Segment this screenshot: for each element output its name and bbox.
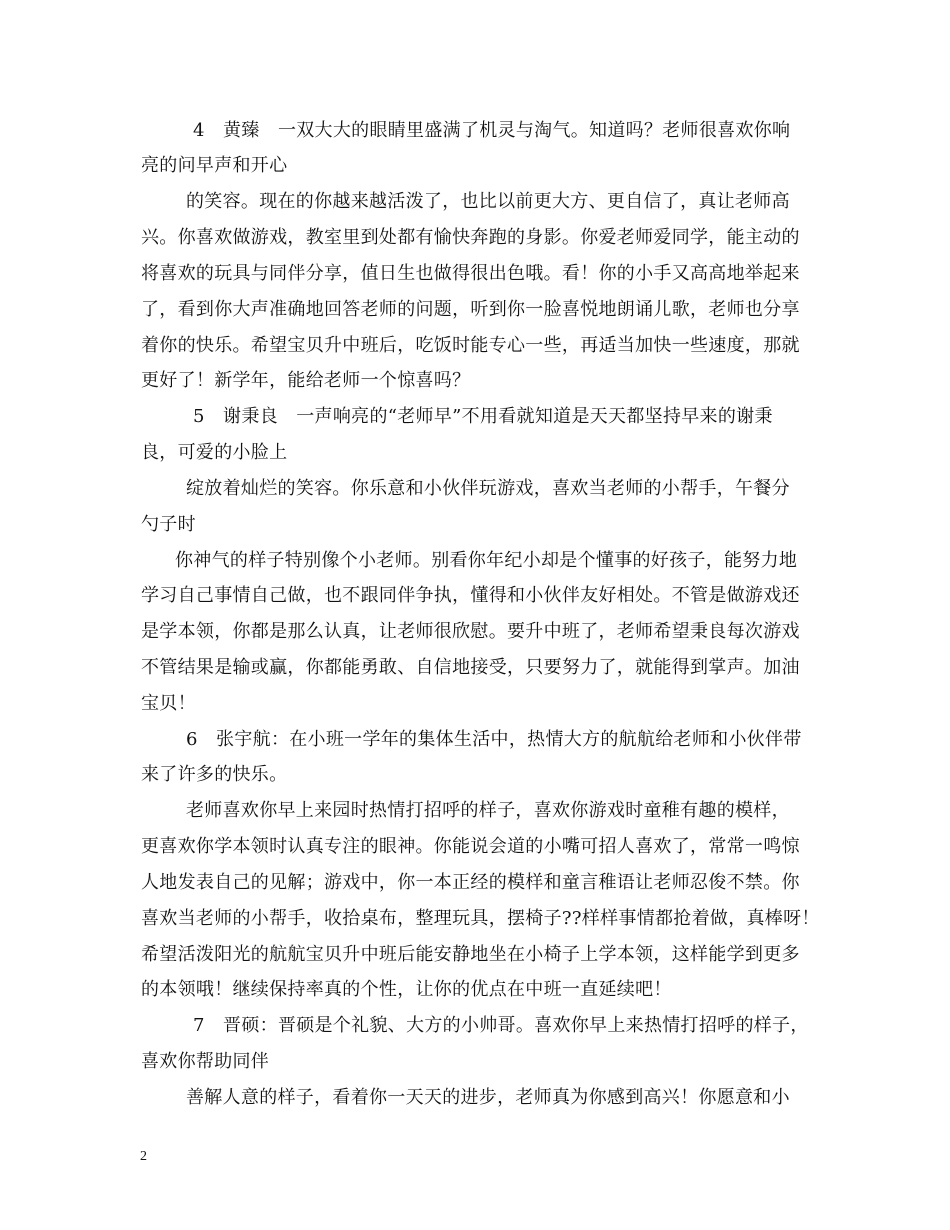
page-number: 2 (140, 1149, 147, 1164)
text-line: 5 谢秉良 一声响亮的“老师早”不用看就知道是天天都坚持早来的谢秉 (193, 406, 773, 427)
text-line: 你神气的样子特别像个小老师。别看你年纪小却是个懂事的好孩子，能努力地 (175, 550, 798, 571)
text-line: 学习自己事情自己做，也不跟同伴争执，懂得和小伙伴友好相处。不管是做游戏还 (141, 585, 800, 606)
text-line: 喜欢你帮助同伴 (141, 1051, 270, 1072)
text-line: 希望活泼阳光的航航宝贝升中班后能安静地坐在小椅子上学本领，这样能学到更多 (141, 944, 800, 965)
text-line: 着你的快乐。希望宝贝升中班后，吃饭时能专心一些，再适当加快一些速度，那就 (141, 335, 800, 356)
text-line: 良，可爱的小脸上 (141, 442, 288, 463)
text-line: 7 晋硕：晋硕是个礼貌、大方的小帅哥。喜欢你早上来热情打招呼的样子， (193, 1015, 809, 1036)
text-line: 人地发表自己的见解；游戏中，你一本正经的模样和童言稚语让老师忍俊不禁。你 (141, 872, 800, 893)
text-line: 6 张宇航：在小班一学年的集体生活中，热情大方的航航给老师和小伙伴带 (186, 729, 802, 750)
text-line: 喜欢当老师的小帮手，收拾桌布，整理玩具，摆椅子??样样事情都抢着做，真棒呀！ (141, 908, 820, 929)
text-line: 将喜欢的玩具与同伴分享，值日生也做得很出色哦。看！你的小手又高高地举起来 (141, 263, 800, 284)
text-line: 的本领哦！继续保持率真的个性，让你的优点在中班一直延续吧！ (141, 979, 672, 1000)
text-line: 来了许多的快乐。 (141, 764, 288, 785)
text-line: 亮的问早声和开心 (141, 155, 288, 176)
text-line: 善解人意的样子，看着你一天天的进步，老师真为你感到高兴！你愿意和小 (186, 1087, 790, 1108)
text-line: 了，看到你大声准确地回答老师的问题，听到你一脸喜悦地朗诵儿歌，老师也分享 (141, 299, 800, 320)
text-line: 勺子时 (141, 514, 196, 535)
text-line: 是学本领，你都是那么认真，让老师很欣慰。要升中班了，老师希望秉良每次游戏 (141, 621, 800, 642)
text-line: 更好了！新学年，能给老师一个惊喜吗？ (141, 370, 471, 391)
text-line: 4 黄臻 一双大大的眼睛里盛满了机灵与淘气。知道吗？老师很喜欢你响 (193, 120, 791, 141)
text-line: 不管结果是输或赢，你都能勇敢、自信地接受，只要努力了，就能得到掌声。加油 (141, 657, 800, 678)
text-line: 兴。你喜欢做游戏，教室里到处都有愉快奔跑的身影。你爱老师爱同学，能主动的 (141, 227, 800, 248)
text-line: 的笑容。现在的你越来越活泼了，也比以前更大方、更自信了，真让老师高 (186, 191, 790, 212)
text-line: 绽放着灿烂的笑容。你乐意和小伙伴玩游戏，喜欢当老师的小帮手，午餐分 (186, 478, 790, 499)
text-line: 更喜欢你学本领时认真专注的眼神。你能说会道的小嘴可招人喜欢了，常常一鸣惊 (141, 836, 800, 857)
text-line: 宝贝！ (141, 693, 196, 714)
text-line: 老师喜欢你早上来园时热情打招呼的样子，喜欢你游戏时童稚有趣的模样， (186, 800, 790, 821)
